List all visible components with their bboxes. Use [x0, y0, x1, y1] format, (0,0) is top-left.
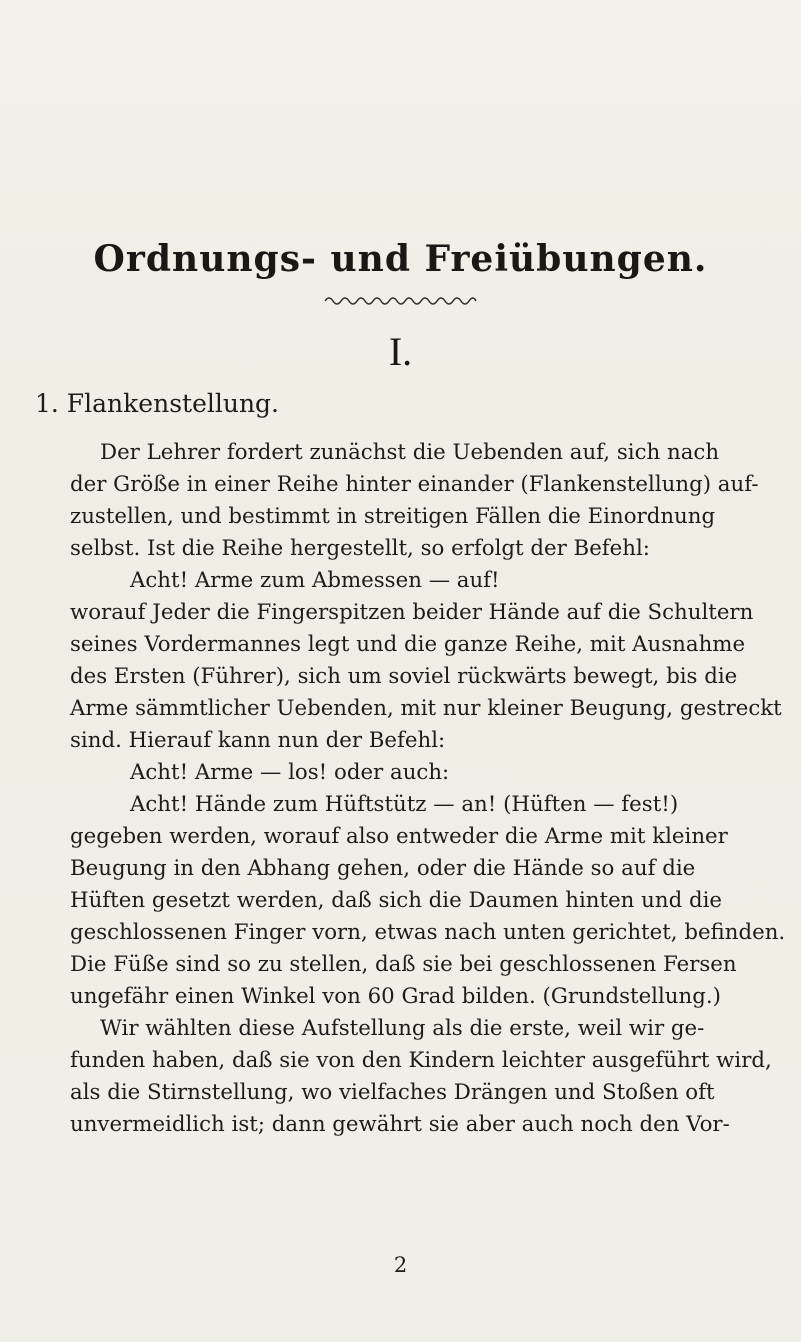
wavy-ornament-divider: [323, 292, 478, 306]
command-line: Acht! Arme — los! oder auch:: [130, 760, 450, 785]
command-line: Acht! Arme zum Abmessen — auf!: [130, 568, 500, 593]
text-line: zustellen, und bestimmt in streitigen Fällen die Einordnung: [70, 504, 716, 529]
text-line: seines Vordermannes legt und die ganze Reihe, mit Ausnahme: [70, 632, 746, 657]
text-line: funden haben, daß sie von den Kindern leichter ausgeführt wird,: [70, 1048, 772, 1073]
text-line: Wir wählten diese Aufstellung als die erste, weil wir ge-: [100, 1016, 705, 1041]
text-line: unvermeidlich ist; dann gewährt sie aber auch noch den Vor-: [70, 1112, 730, 1137]
text-line: Der Lehrer fordert zunächst die Uebenden auf, sich nach: [100, 440, 720, 465]
body-paragraph: [70, 437, 786, 1141]
text-line: Beugung in den Abhang gehen, oder die Hände so auf die: [70, 856, 696, 881]
text-line: als die Stirnstellung, wo vielfaches Drängen und Stoßen oft: [70, 1080, 715, 1105]
chapter-title: Ordnungs- und Freiübungen.: [93, 238, 708, 280]
text-line: worauf Jeder die Fingerspitzen beider Hände auf die Schultern: [70, 600, 754, 625]
text-line: des Ersten (Führer), sich um soviel rückwärts bewegt, bis die: [70, 664, 738, 689]
text-line: Hüften gesetzt werden, daß sich die Daumen hinten und die: [70, 888, 723, 913]
text-line: selbst. Ist die Reihe hergestellt, so erfolgt der Befehl:: [70, 536, 650, 561]
text-line: Die Füße sind so zu stellen, daß sie bei geschlossenen Fersen: [70, 952, 737, 977]
text-line: gegeben werden, worauf also entweder die Arme mit kleiner: [70, 824, 728, 849]
section-heading: 1. Flankenstellung.: [35, 389, 280, 418]
text-line: sind. Hierauf kann nun der Befehl:: [70, 728, 446, 753]
text-line: der Größe in einer Reihe hinter einander (Flankenstellung) auf-: [70, 472, 759, 497]
page-number: 2: [393, 1253, 408, 1277]
text-line: geschlossenen Finger vorn, etwas nach unten gerichtet, befinden.: [70, 920, 786, 945]
command-line: Acht! Hände zum Hüftstütz — an! (Hüften — fest!): [130, 792, 679, 817]
text-line: Arme sämmtlicher Uebenden, mit nur kleiner Beugung, gestreckt: [70, 696, 782, 721]
text-line: ungefähr einen Winkel von 60 Grad bilden. (Grundstellung.): [70, 984, 721, 1009]
roman-numeral: I.: [388, 329, 413, 374]
